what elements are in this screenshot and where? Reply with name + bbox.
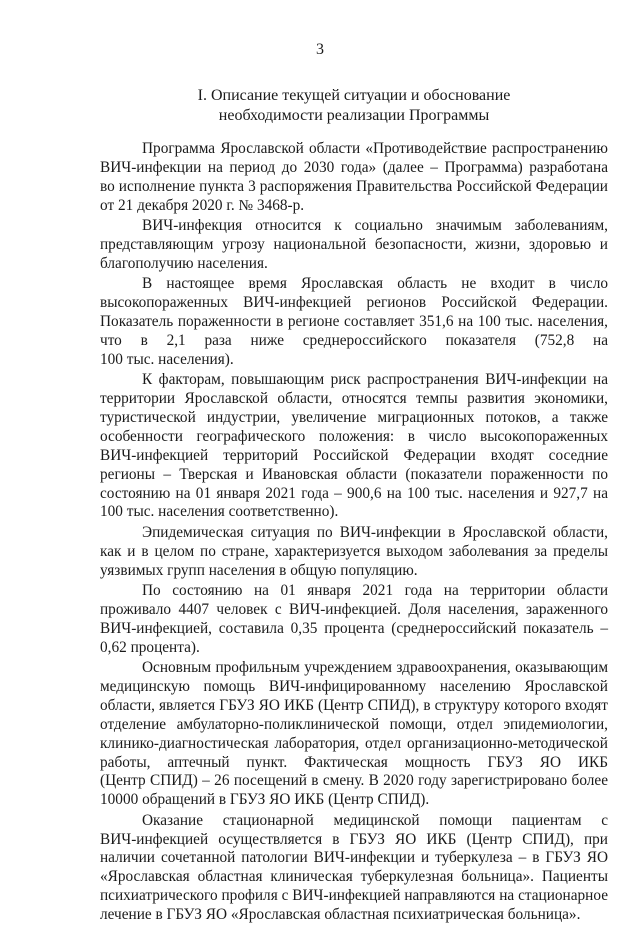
paragraph-line: как и в целом по стране, характеризуется выходом заболевания за пределы [100,542,608,560]
paragraph-line: психиатрического профиля с ВИЧ-инфекцией направляются на стационарное [100,887,608,905]
paragraph [100,812,608,925]
paragraph-line: во исполнение пункта 3 распоряжения Правительства Российской Федерации [100,177,608,195]
paragraph-line: (Центр СПИД) – 26 посещений в смену. В 2020 году зарегистрировано более [100,772,608,790]
paragraph [100,275,608,369]
paragraph-line: Программа Ярославской области «Противодействие распространению [142,140,608,157]
paragraph-line: от 21 декабря 2020 г. № 3468-р. [100,196,305,214]
paragraph [100,524,608,581]
paragraph-line: «Ярославская областная клиническая туберкулезная больница». Пациенты [100,868,608,886]
paragraph-line: медицинскую помощь ВИЧ-инфицированному населению Ярославской [100,677,608,695]
paragraph-line: 100 тыс. населения соответственно). [100,503,339,521]
paragraph-line: ВИЧ-инфекция относится к социально значимым заболеваниям, [142,217,608,235]
paragraph [100,659,608,810]
heading-line: I. Описание текущей ситуации и обоснование [197,87,511,104]
paragraph-line: К факторам, повышающим риск распространения ВИЧ-инфекции на [142,371,608,389]
paragraph-line: ВИЧ-инфекцией территорий Российской Федерации входят соседние [100,446,608,464]
paragraph-line: ВИЧ-инфекцией, составила 0,35 процента (среднероссийский показатель – [100,619,608,637]
paragraph [100,217,608,274]
paragraph-line: 100 тыс. населения). [100,350,234,368]
paragraph-line: По состоянию на 01 января 2021 года на территории области [142,581,608,599]
paragraph-line: особенности географического положения: в число высокопораженных [100,427,608,445]
paragraph-line: ВИЧ-инфекции на период до 2030 года» (далее – Программа) разработана [100,158,608,176]
paragraph [100,582,608,658]
paragraph-line: высокопораженных ВИЧ-инфекцией регионов Российской Федерации. [100,294,608,312]
paragraph-line: благополучию населения. [100,254,268,272]
paragraph-line: отделение амбулаторно-поликлинической помощи, отдел эпидемиологии, [100,715,608,733]
paragraph-line: туристической индустрии, увеличение миграционных потоков, а также [100,408,608,426]
page-number: 3 [316,41,324,58]
paragraph-line: наличии сочетанной патологии ВИЧ-инфекции и туберкулеза – в ГБУЗ ЯО [100,849,608,867]
document-body [100,140,608,925]
paragraph-line: Основным профильным учреждением здравоохранения, оказывающим [142,659,608,677]
paragraph-line: Эпидемическая ситуация по ВИЧ-инфекции в Ярославской области, [142,523,608,541]
paragraph-line: 0,62 процента). [100,638,200,656]
paragraph-line: ВИЧ-инфекцией осуществляется в ГБУЗ ЯО ИКБ (Центр СПИД), при [100,830,608,848]
paragraph-line: Оказание стационарной медицинской помощи пациентам с [142,811,608,829]
heading-line: необходимости реализации Программы [218,107,490,124]
paragraph-line: работы, аптечный пункт. Фактическая мощность ГБУЗ ЯО ИКБ [100,753,608,771]
paragraph [100,140,608,216]
paragraph-line: клинико-диагностическая лаборатория, отдел организационно-методической [100,734,608,752]
paragraph-line: В настоящее время Ярославская область не входит в число [142,275,608,293]
paragraph-line: что в 2,1 раза ниже среднероссийского показателя (752,8 на [100,331,608,349]
section-heading [100,86,608,126]
paragraph-line: представляющим угрозу национальной безопасности, жизни, здоровью и [100,235,608,253]
paragraph-line: Показатель пораженности в регионе составляет 351,6 на 100 тыс. населения, [100,313,608,331]
paragraph-line: регионы – Тверская и Ивановская области (показатели пораженности по [100,465,608,483]
paragraph-line: территории Ярославской области, относятся темпы развития экономики, [100,390,608,408]
paragraph-line: состоянию на 01 января 2021 года – 900,6 на 100 тыс. населения и 927,7 на [100,484,608,502]
paragraph-line: области, является ГБУЗ ЯО ИКБ (Центр СПИД), в структуру которого входят [100,696,608,714]
paragraph [100,371,608,522]
paragraph-line: 10000 обращений в ГБУЗ ЯО ИКБ (Центр СПИД). [100,791,430,809]
paragraph-line: лечение в ГБУЗ ЯО «Ярославская областная психиатрическая больница». [100,906,581,924]
paragraph-line: проживало 4407 человек с ВИЧ-инфекцией. Доля населения, зараженного [100,600,608,618]
paragraph-line: уязвимых групп населения в общую популяцию. [100,561,418,579]
